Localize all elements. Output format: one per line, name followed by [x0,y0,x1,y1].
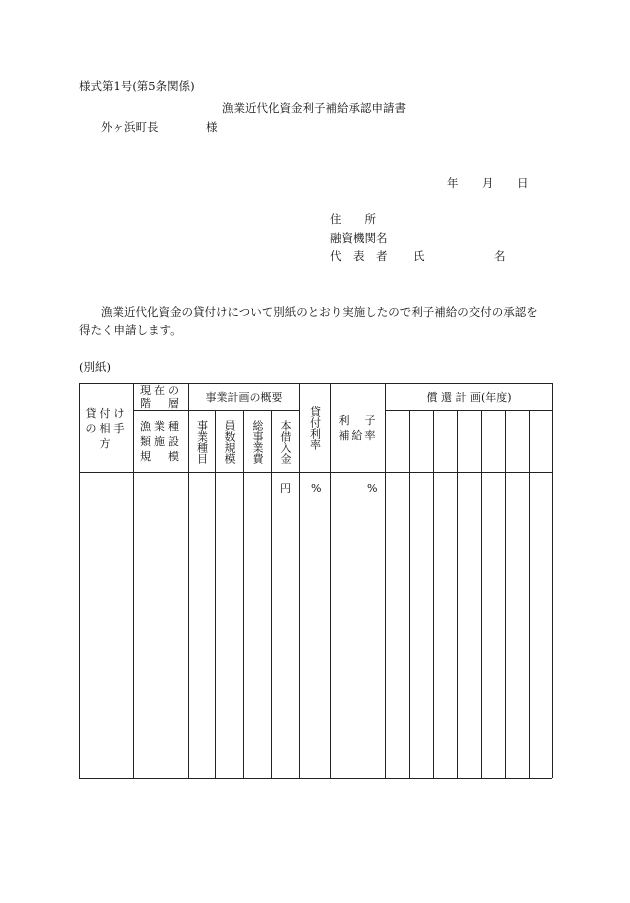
table-border-bottom [79,778,552,779]
body-text-line2: 得たく申請します。 [79,323,182,337]
header-plan-group: 事業計画の概要 [205,390,283,404]
date-year: 年 [447,176,459,190]
header-borrower: 貸付け の相手 方 [85,406,128,450]
unit-percent-subsidy: % [367,482,378,495]
repay-col-line-1 [409,410,410,778]
header-loan-rate [300,384,330,472]
header-business-type-text: 事業種目 [195,419,209,464]
header-staff-scale-text: 員数規模 [223,419,236,464]
header-level-bottom: 漁業種 類施設 規 模 [140,420,182,463]
applicant-address-label: 住 所 [330,212,376,226]
header-level-top: 現在の 階 層 [140,384,182,410]
row-line-repay [385,410,552,411]
attachment-label: (別紙) [79,360,111,374]
applicant-rep-mei: 名 [494,249,506,263]
document-title: 漁業近代化資金利子補給承認申請書 [222,101,406,115]
header-total-cost [244,411,271,472]
applicant-institution-label: 融資機関名 [330,231,388,245]
unit-percent-loan: % [311,482,322,495]
header-loan-rate-text: 貸付利率 [308,406,322,450]
header-business-type [189,411,215,472]
header-subsidy-rate: 利 子 補給率 [338,414,378,442]
form-number: 様式第1号(第5条関係) [79,79,195,93]
addressee-name: 外ヶ浜町長 [101,120,159,134]
repay-col-line-6 [529,410,530,778]
unit-yen: 円 [280,482,291,495]
header-borrowed [272,411,299,472]
applicant-rep-shi: 氏 [413,249,425,263]
applicant-rep-label: 代 表 者 [330,249,388,263]
addressee-honorific: 様 [206,120,218,134]
repay-col-line-5 [505,410,506,778]
date-day: 日 [517,176,529,190]
col-line-8 [385,383,386,778]
header-total-cost-text: 総事業費 [251,419,264,464]
header-staff-scale [216,411,243,472]
date-month: 月 [482,176,494,190]
header-repayment: 償 還 計 画(年度) [426,390,512,404]
repay-col-line-2 [433,410,434,778]
header-borrowed-text: 本借入金 [279,419,292,464]
repay-col-line-3 [457,410,458,778]
table-border-right [552,383,553,778]
repay-col-line-4 [481,410,482,778]
body-text-line1: 漁業近代化資金の貸付けについて別紙のとおり実施したので利子補給の交付の承認を [101,305,538,319]
